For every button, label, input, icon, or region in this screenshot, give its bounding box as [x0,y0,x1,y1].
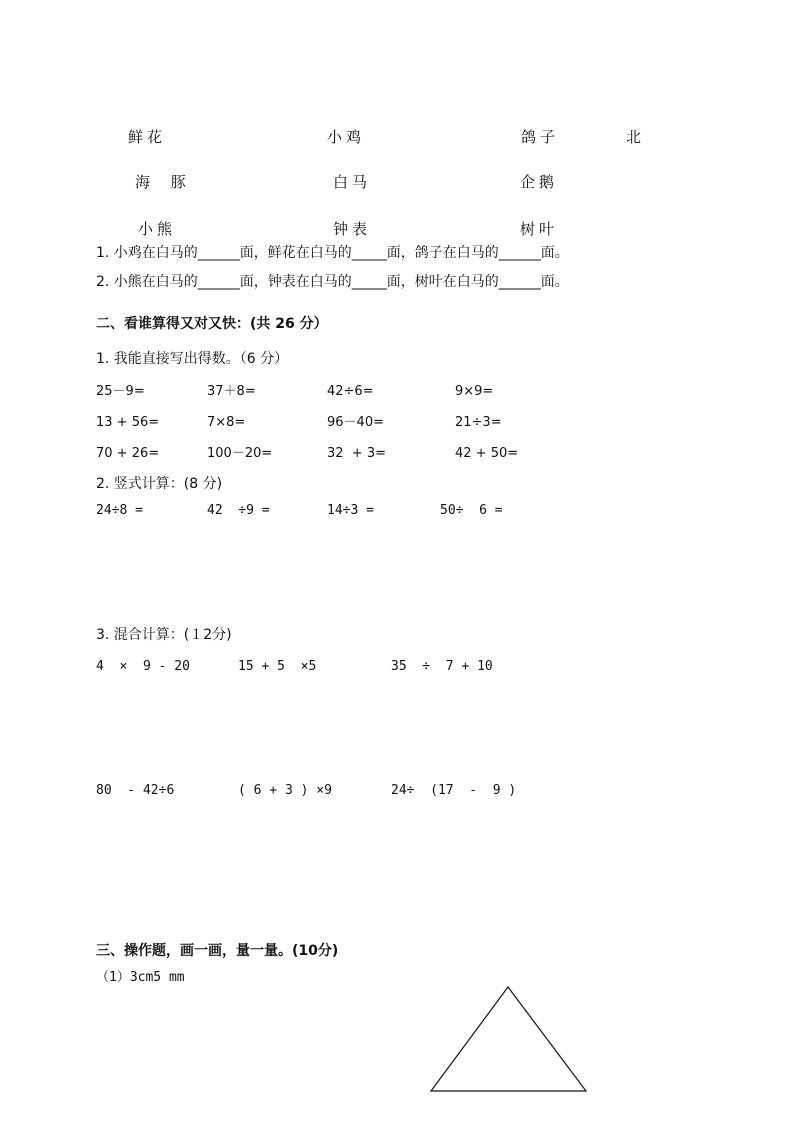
vertical-calc-item: 42 ÷9 = [207,503,270,518]
oral-calc-item: 100－20= [207,446,273,461]
mixed-calc-item: 4 × 9 - 20 [96,659,190,674]
vertical-calc-item: 50÷ 6 = [440,503,503,518]
mixed-calc-item: 80 - 42÷6 [96,783,175,798]
vertical-calc-item: 14÷3 = [327,503,374,518]
question-1-title: 1. 我能直接写出得数。（6 分） [96,351,289,367]
section-2-title: 二、看谁算得又对又快：(共 26 分） [96,316,328,332]
oral-calc-item: 7×8= [207,415,246,430]
fill-question-2: 2. 小熊在白马的______面，钟表在白马的_____面，树叶在白马的______面。 [96,274,569,290]
mixed-calc-item: 24÷ (17 - 9 ) [391,783,517,798]
position-word-pigeon: 鸽子 [521,128,560,146]
mixed-calc-item: 15 + 5 ×5 [238,659,317,674]
position-word-flower: 鲜花 [128,128,167,146]
question-3-title: 3. 混合计算：(１2分) [96,627,232,643]
position-word-leaf: 树叶 [520,220,559,238]
triangle-figure [425,983,591,1095]
fill-question-1: 1. 小鸡在白马的______面，鲜花在白马的_____面，鸽子在白马的______面。 [96,245,569,261]
oral-calc-item: 70 + 26= [96,446,160,461]
position-word-penguin: 企鹅 [520,173,559,191]
oral-calc-item: 21÷3= [455,415,502,430]
triangle-shape [431,987,586,1091]
question-2-title: 2. 竖式计算：(8 分) [96,476,223,492]
vertical-calc-item: 24÷8 = [96,503,143,518]
position-word-horse: 白马 [333,173,372,191]
oral-calc-item: 42÷6= [327,384,374,399]
north-label: 北 [626,128,642,146]
section-3-subitem: （1）3cm5 mm [96,970,185,985]
section-3-title: 三、操作题，画一画，量一量。(10分) [96,943,339,959]
position-word-clock: 钟表 [333,220,372,238]
oral-calc-item: 96－40= [327,415,384,430]
oral-calc-item: 13 + 56= [96,415,160,430]
oral-calc-item: 9×9= [455,384,494,399]
position-word-bear: 小熊 [138,220,177,238]
oral-calc-item: 42 + 50= [455,446,519,461]
mixed-calc-item: 35 ÷ 7 + 10 [391,659,493,674]
oral-calc-item: 25－9= [96,384,145,399]
position-word-dolphin: 海 豚 [135,173,194,191]
oral-calc-item: 32 + 3= [327,446,386,461]
mixed-calc-item: ( 6 + 3 ) ×9 [238,783,332,798]
oral-calc-item: 37＋8= [207,384,256,399]
position-word-chick: 小鸡 [327,128,366,146]
